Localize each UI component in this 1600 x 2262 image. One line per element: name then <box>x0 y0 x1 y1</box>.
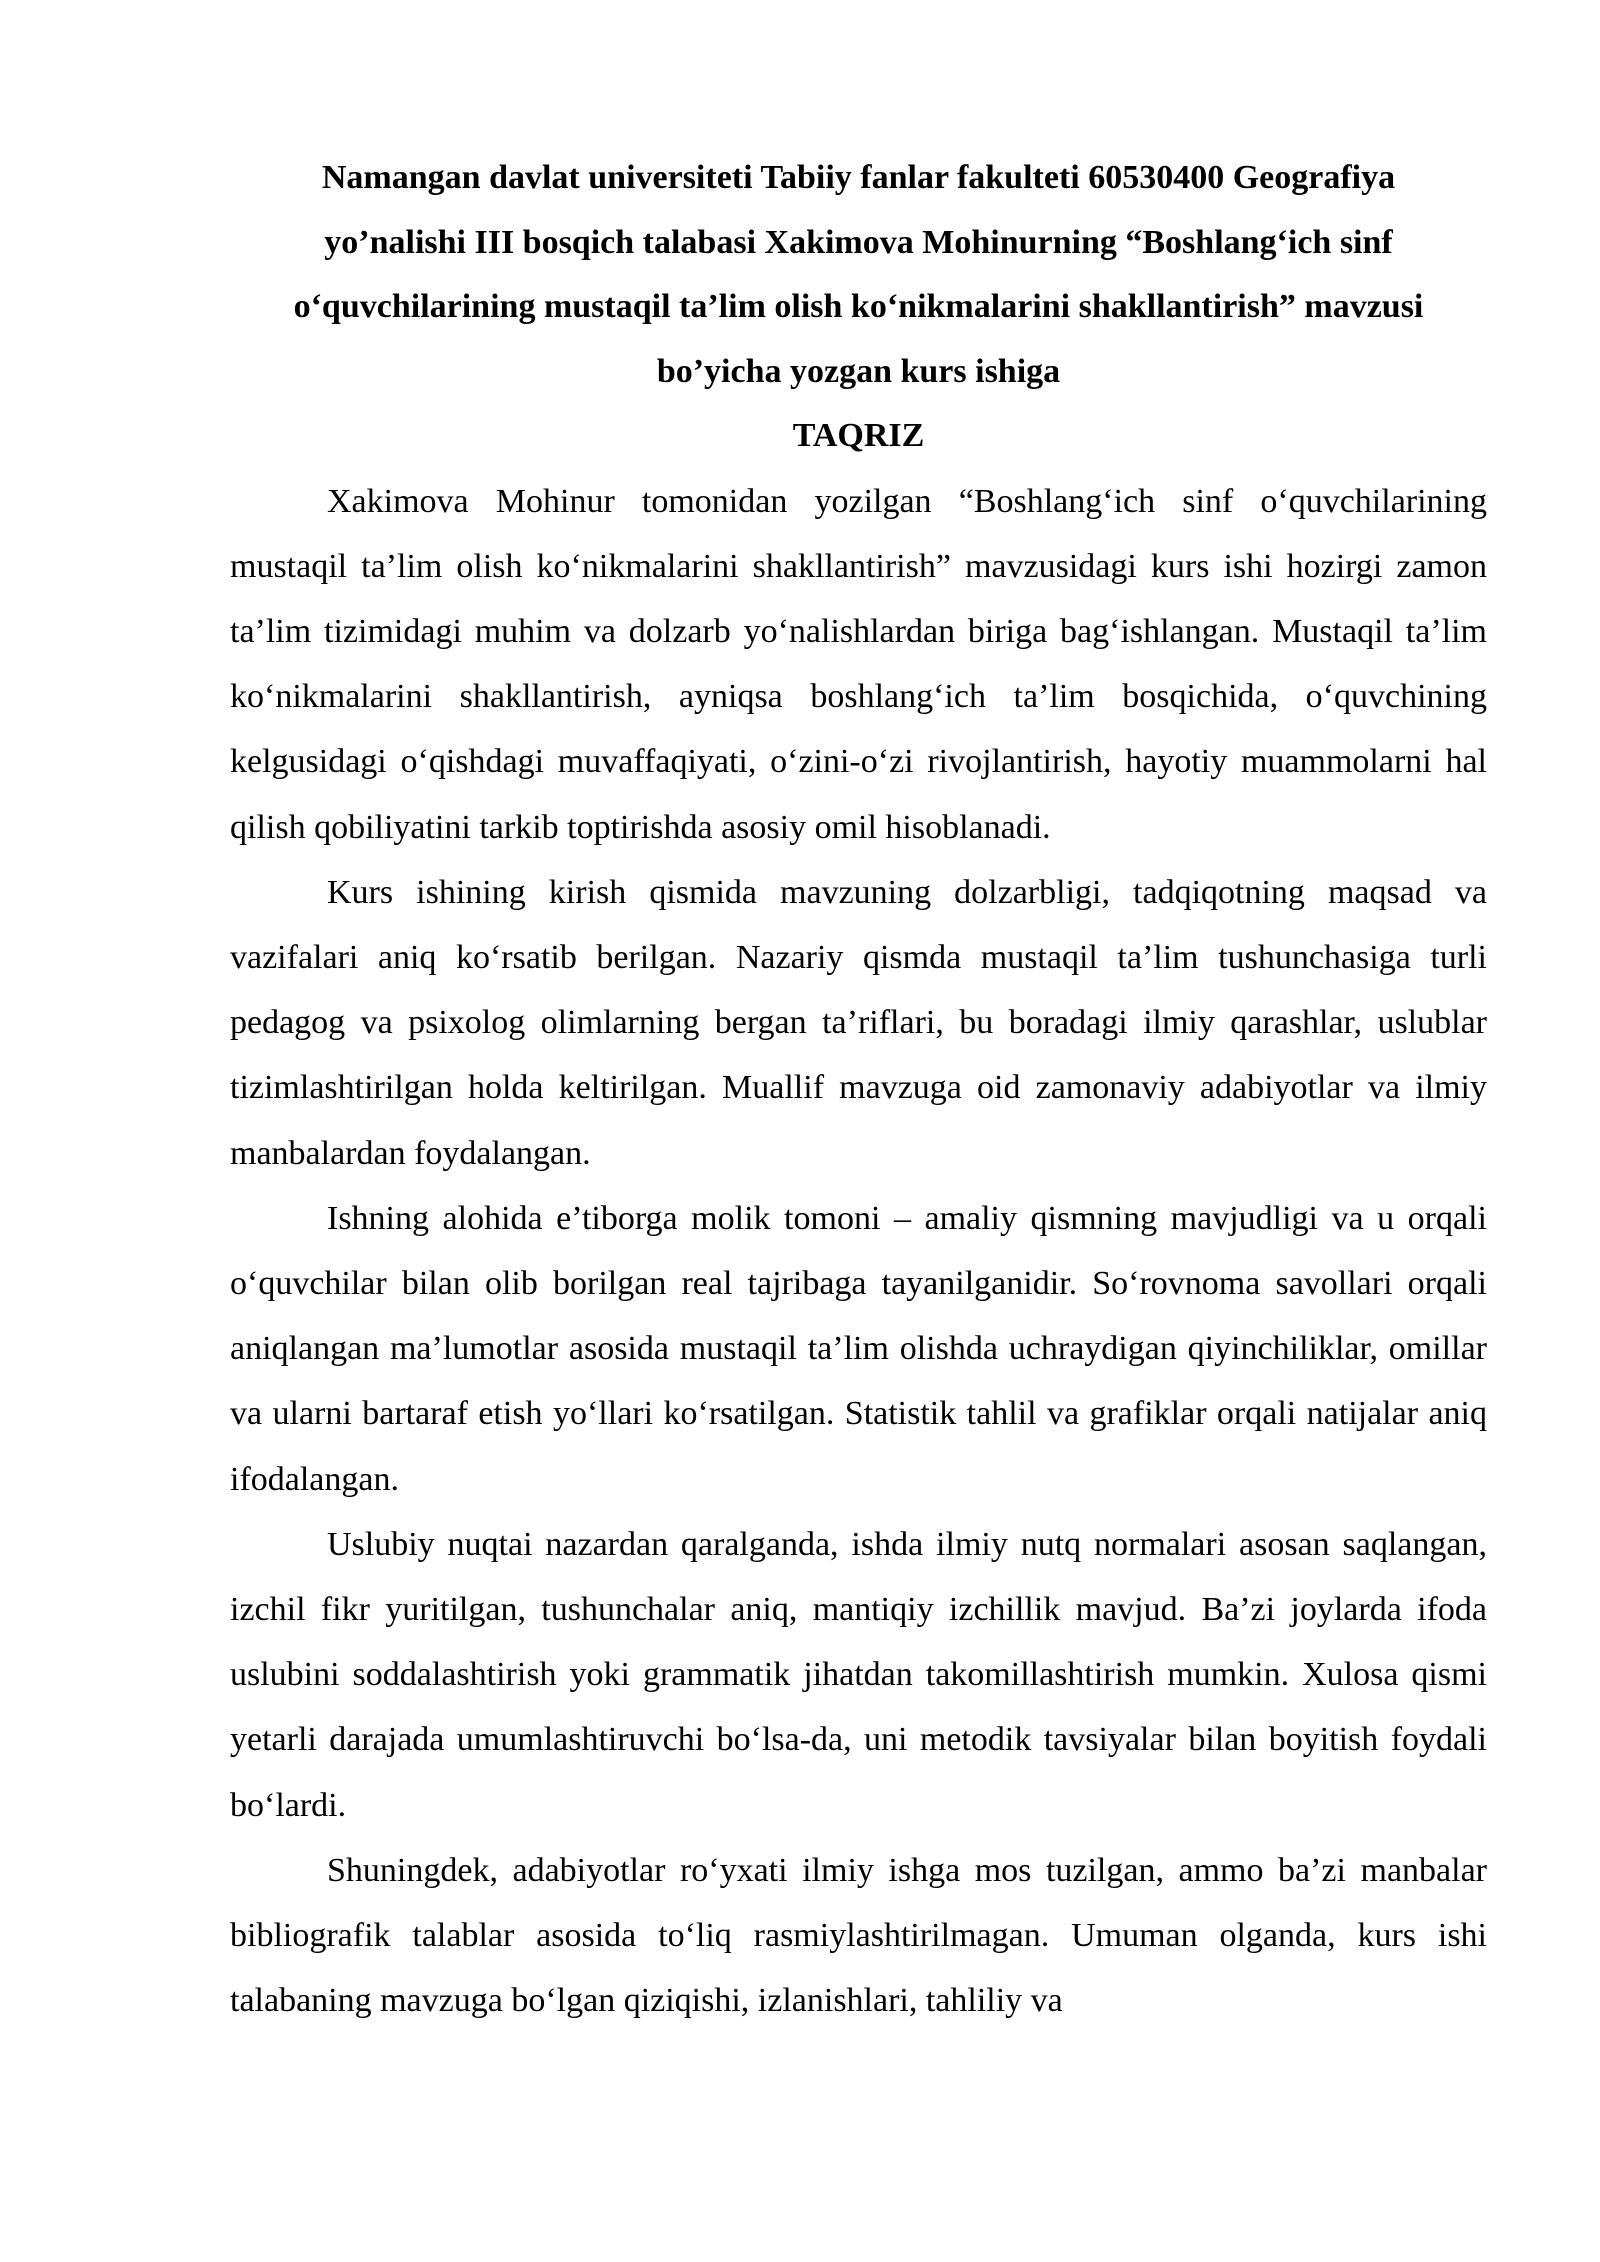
document-body <box>230 146 1487 2033</box>
document-heading: Namangan davlat universiteti Tabiiy fanlar fakulteti 60530400 Geografiya yo’nalishi III bosqich talabasi Xakimova Mohinurning “Boshlang‘ich sinf o‘quvchilarining mustaqil ta’lim olish ko‘nikmalarini shakllantirish” mavzusi bo’yicha yozgan kurs ishiga <box>293 159 1424 390</box>
paragraph-style: Uslubiy nuqtai nazardan qaralganda, ishda ilmiy nutq normalari asosan saqlangan, izchil fikr yuritilgan, tushunchalar aniq, mantiqiy izchillik mavjud. Ba’zi joylarda ifoda uslubini soddalashtirish yoki grammatik jihatdan takomillashtirish mumkin. Xulosa qismi yetarli darajada umumlashtiruvchi bo‘lsa-da, uni metodik tavsiyalar bilan boyitish foydali bo‘lardi. <box>230 1525 1487 1824</box>
paragraph-introduction: Kurs ishining kirish qismida mavzuning dolzarbligi, tadqiqotning maqsad va vazifalari aniq ko‘rsatib berilgan. Nazariy qismda mustaqil ta’lim tushunchasiga turli pedagog va psixolog olimlarning bergan ta’riflari, bu boradagi ilmiy qarashlar, uslublar tizimlashtirilgan holda keltirilgan. Muallif mavzuga oid zamonaviy adabiyotlar va ilmiy manbalardan foydalangan. <box>230 873 1487 1172</box>
paragraph-practical-part: Ishning alohida e’tiborga molik tomoni – amaliy qismning mavjudligi va u orqali o‘quvchilar bilan olib borilgan real tajribaga tayanilganidir. So‘rovnoma savollari orqali aniqlangan ma’lumotlar asosida mustaqil ta’lim olishda uchraydigan qiyinchiliklar, omillar va ularni bartaraf etish yo‘llari ko‘rsatilgan. Statistik tahlil va grafiklar orqali natijalar aniq ifodalangan. <box>230 1199 1487 1498</box>
document-title: TAQRIZ <box>792 417 925 454</box>
paragraph-bibliography: Shuningdek, adabiyotlar ro‘yxati ilmiy ishga mos tuzilgan, ammo ba’zi manbalar bibliografik talablar asosida to‘liq rasmiylashtirilmagan. Umuman olganda, kurs ishi talabaning mavzuga bo‘lgan qiziqishi, izlanishlari, tahliliy va <box>230 1851 1487 2020</box>
paragraph-relevance: Xakimova Mohinur tomonidan yozilgan “Boshlang‘ich sinf o‘quvchilarining mustaqil ta’lim olish ko‘nikmalarini shakllantirish” mavzusidagi kurs ishi hozirgi zamon ta’lim tizimidagi muhim va dolzarb yo‘nalishlardan biriga bag‘ishlangan. Mustaqil ta’lim ko‘nikmalarini shakllantirish, ayniqsa boshlang‘ich ta’lim bosqichida, o‘quvchining kelgusidagi o‘qishdagi muvaffaqiyati, o‘zini-o‘zi rivojlantirish, hayotiy muammolarni hal qilish qobiliyatini tarkib toptirishda asosiy omil hisoblanadi. <box>230 482 1487 846</box>
